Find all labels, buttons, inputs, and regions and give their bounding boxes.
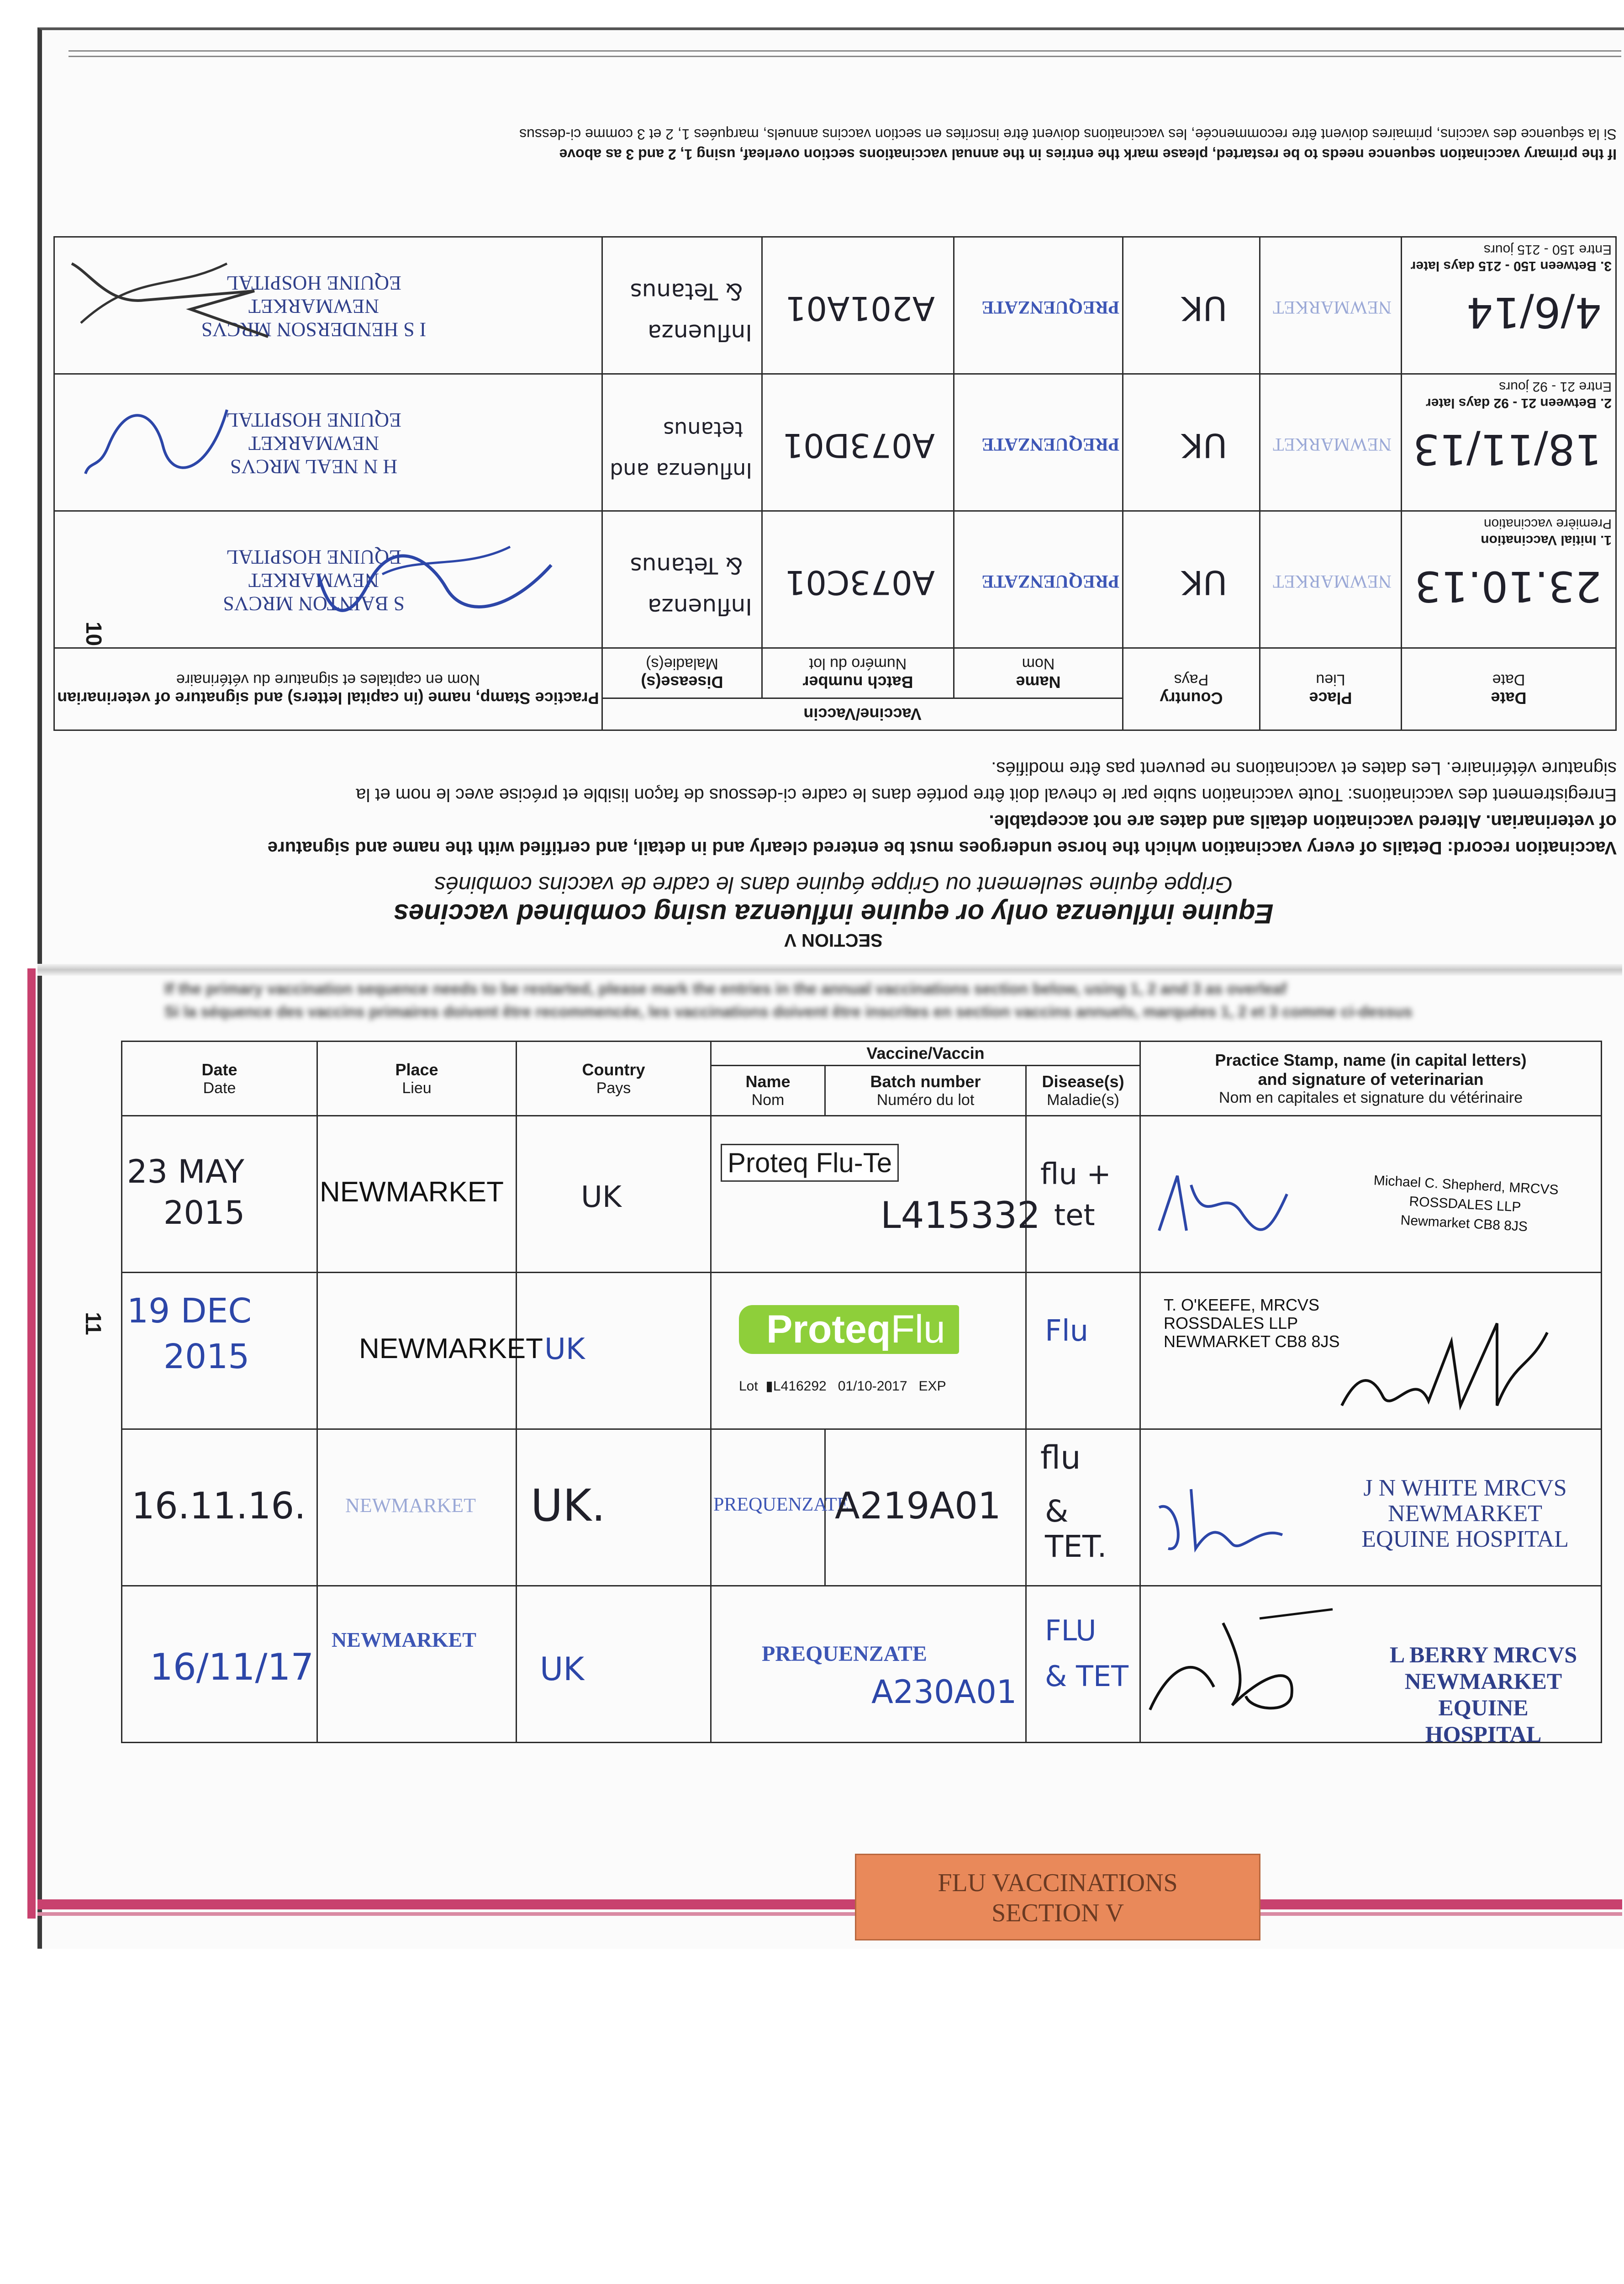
- table-row: [122, 1273, 1602, 1429]
- vaccination-date: 16/11/17: [150, 1646, 314, 1688]
- disease-value: flu: [1040, 1439, 1081, 1476]
- header-date: Date Date: [122, 1042, 317, 1116]
- section-title: Equine influenza only or equine influenza using combined vaccines: [393, 899, 1274, 929]
- vet-signature: [309, 519, 565, 638]
- vaccination-date: 18/11/13: [1413, 425, 1602, 474]
- row-label: 2. Between 21 - 92 days later Entre 21 - 92 jours: [1426, 379, 1612, 411]
- disease-cell: [602, 237, 762, 374]
- header-batch: Batch number Numéro du lot: [825, 1066, 1026, 1116]
- disease-cell: [1026, 1116, 1140, 1273]
- country-value: UK: [1181, 289, 1227, 328]
- country-cell: [1123, 374, 1260, 511]
- vaccine-name-cell: [711, 1429, 849, 1586]
- country-cell: [517, 1116, 711, 1273]
- date-cell: [122, 1273, 317, 1429]
- vaccine-name-cell: [954, 511, 1123, 648]
- batch-value: A073C01: [785, 563, 935, 602]
- record-note-en-a: Vaccination record: Details of every vaccination which the horse undergoes must be entered clearly and in detail, and certified with the name and signature: [267, 838, 1617, 858]
- stamp-cell: [54, 374, 602, 511]
- country-value: UK.: [531, 1480, 606, 1531]
- disease-value: & Tetanus: [630, 552, 743, 579]
- country-cell: [517, 1586, 711, 1743]
- vaccination-year: 2015: [163, 1194, 245, 1232]
- page-edge-line: [69, 50, 1621, 52]
- page-number-left: 10: [81, 621, 106, 646]
- vet-stamp: I S HENDERSON MRCVS NEWMARKET EQUINE HOSPITAL: [201, 272, 427, 341]
- country-cell: [517, 1273, 711, 1429]
- vaccine-name-stamp: PREQUENZATE: [762, 1642, 927, 1666]
- disease-cell: [1026, 1586, 1140, 1743]
- blurred-line: If the primary vaccination sequence needs to be restarted, please mark the entries in the annual vaccinations section below, using 1, 2 and 3 as overleaf: [164, 980, 1287, 998]
- vaccination-date: 16.11.16.: [132, 1485, 306, 1527]
- batch-value: A201A01: [785, 289, 935, 328]
- vet-stamp: H N NEAL MRCVS NEWMARKET EQUINE HOSPITAL: [226, 409, 401, 478]
- restart-note-en: If the primary vaccination sequence needs to be restarted, please mark the entries in the annual vaccinations section overleaf, using 1, 2 and 3 as above: [559, 146, 1617, 163]
- vet-signature: [1333, 1314, 1570, 1424]
- batch-value: A230A01: [871, 1673, 1017, 1711]
- vaccine-name-stamp: PREQUENZATE: [981, 571, 1119, 592]
- disease-value: Influenza: [648, 593, 752, 620]
- page-edge-line: [69, 56, 1621, 57]
- section-label: SECTION V: [784, 930, 883, 950]
- header-name: Name Nom: [711, 1066, 825, 1116]
- batch-value: A073D01: [782, 426, 935, 465]
- place-cell: [317, 1273, 543, 1429]
- place-stamp: NEWMARKET: [320, 1176, 504, 1208]
- place-cell: [317, 1586, 517, 1743]
- place-stamp: NEWMARKET: [332, 1628, 476, 1651]
- vaccine-name-cell: [954, 374, 1123, 511]
- country-cell: [1123, 237, 1260, 374]
- header-place: Place Lieu: [317, 1042, 517, 1116]
- place-stamp: NEWMARKET: [1273, 434, 1392, 455]
- vet-stamp: L BERRY MRCVS NEWMARKET EQUINE HOSPITAL: [1389, 1642, 1577, 1747]
- vet-stamp: J N WHITE MRCVS NEWMARKET EQUINE HOSPITAL: [1361, 1475, 1569, 1552]
- disease-value: & Tetanus: [630, 278, 743, 305]
- header-name: Name Nom: [954, 648, 1123, 698]
- disease-value: & TET: [1045, 1660, 1128, 1693]
- page-fold: [37, 964, 1622, 976]
- vaccination-date: 23.10.13: [1414, 562, 1602, 611]
- country-value: UK: [540, 1650, 585, 1688]
- disease-value: tet: [1054, 1199, 1095, 1232]
- record-note-fr-a: Enregistrement des vaccinations: Toute vaccination subie par le cheval doit être portée dans le cadre ci-dessous de façon lisible et précise avec le nom et la: [356, 785, 1617, 805]
- disease-value: Influenza: [648, 319, 752, 346]
- restart-note-fr: Si la séquence des vaccins, primaires doivent être recommencée, les vaccinations doivent être inscrites en section vaccins annuels, marquées 1, 2 et 3 comme ci-dessus: [519, 126, 1617, 143]
- place-stamp: NEWMARKET: [1273, 297, 1392, 318]
- record-note-en-b: of veterinarian. Altered vaccination details and dates are not acceptable.: [989, 811, 1617, 831]
- country-cell: [1123, 511, 1260, 648]
- table-row: [122, 1116, 1602, 1273]
- header-stamp: Practice Stamp, name (in capital letters) and signature of veterinarian Nom en capitales et signature du vétérinaire: [1140, 1042, 1602, 1116]
- vaccine-name-cell: [954, 237, 1123, 374]
- batch-cell: [825, 1429, 1026, 1586]
- vet-stamp: S BAINTON MRCVS NEWMARKET EQUINE HOSPITAL: [223, 546, 405, 615]
- lot-and-expiry: Lot ▮L416292 01/10-2017 EXP: [739, 1379, 946, 1394]
- table-row: [54, 511, 1616, 648]
- date-cell: [1402, 237, 1616, 374]
- vet-signature: [1141, 1605, 1342, 1724]
- disease-cell: [602, 511, 762, 648]
- sticker-line: SECTION V: [991, 1899, 1124, 1927]
- header-country: Country Pays: [517, 1042, 711, 1116]
- upper-page-rotated: [46, 96, 1621, 959]
- vaccine-label-sticker: Proteq Flu-Te: [721, 1144, 899, 1182]
- table-row: [54, 237, 1616, 374]
- header-disease: Disease(s) Maladie(s): [602, 648, 762, 698]
- header-stamp: Practice Stamp, name (in capital letters) and signature of veterinarian Nom en capitales et signature du vétérinaire: [54, 648, 602, 730]
- vaccine-name-stamp: PREQUENZATE: [981, 297, 1119, 318]
- date-cell: [122, 1586, 317, 1743]
- place-stamp: NEWMARKET: [1273, 571, 1392, 592]
- disease-value: tetanus: [663, 417, 743, 442]
- row-label: 3. Between 150 - 215 days later Entre 150 - 215 jours: [1410, 242, 1612, 274]
- place-cell: [317, 1116, 517, 1273]
- vaccine-cell: [711, 1273, 1026, 1429]
- place-cell: [1260, 237, 1402, 374]
- section-sticker: [855, 1854, 1260, 1940]
- place-cell: [1260, 374, 1402, 511]
- table-row: [54, 374, 1616, 511]
- stamp-cell: [1140, 1586, 1602, 1747]
- stamp-cell: [1140, 1116, 1602, 1273]
- vaccine-cell: [711, 1586, 1026, 1743]
- disease-value: Influenza and: [610, 458, 752, 483]
- vaccination-date: 19 DEC: [127, 1291, 252, 1331]
- date-cell: [1402, 511, 1616, 648]
- place-stamp: NEWMARKET: [359, 1333, 543, 1364]
- vaccine-label-sticker: ProteqFlu: [739, 1305, 959, 1354]
- batch-cell: [762, 374, 954, 511]
- disease-cell: [1026, 1429, 1140, 1586]
- country-cell: [517, 1429, 711, 1586]
- blurred-line: Si la séquence des vaccins primaires doivent être recommencée, les vaccinations doivent être inscrites en section vaccins annuels, marquées 1, 2 et 3 comme ci-dessus: [164, 1003, 1413, 1020]
- row-label: 1. Initial Vaccination Première vaccination: [1481, 516, 1612, 548]
- restart-note: [55, 124, 1617, 164]
- country-value: UK: [544, 1332, 585, 1366]
- table-row: [122, 1586, 1602, 1743]
- disease-value: Flu: [1045, 1314, 1089, 1348]
- blurred-instruction: [164, 978, 1612, 1023]
- disease-value: FLU: [1045, 1614, 1097, 1647]
- vet-signature: [72, 382, 245, 501]
- vet-stamp: T. O'KEEFE, MRCVS ROSSDALES LLP NEWMARKET CB8 8JS: [1164, 1295, 1340, 1351]
- header-batch: Batch number Numéro du lot: [762, 648, 954, 698]
- annual-vaccination-table: [121, 1041, 1602, 1747]
- disease-value: & TET.: [1045, 1494, 1107, 1564]
- disease-value: flu +: [1040, 1158, 1111, 1191]
- table-row: [122, 1429, 1602, 1586]
- stamp-cell: [54, 237, 602, 374]
- vaccine-name-stamp: PREQUENZATE: [981, 434, 1119, 455]
- place-cell: [317, 1429, 517, 1586]
- vaccine-cell: [711, 1116, 1040, 1273]
- date-cell: [1402, 374, 1616, 511]
- vet-stamp: Michael C. Shepherd, MRCVS ROSSDALES LLP Newmarket CB8 8JS: [1373, 1173, 1559, 1235]
- batch-value: L415332: [881, 1194, 1040, 1237]
- vet-signature: [1150, 1158, 1296, 1249]
- header-date: Date Date: [1402, 648, 1616, 730]
- cover-edge: [27, 968, 36, 1919]
- header-country: Country Pays: [1123, 648, 1260, 730]
- page-number-right: 11: [80, 1312, 105, 1335]
- stamp-cell: [1140, 1429, 1602, 1586]
- vaccination-date: 23 MAY: [127, 1153, 244, 1190]
- place-stamp: NEWMARKET: [345, 1494, 476, 1517]
- place-cell: [1260, 511, 1402, 648]
- record-note-fr-b: signature vétérinaire. Les dates et vaccinations ne peuvent pas être modifiés.: [991, 758, 1617, 778]
- section-subtitle: Grippe équine seulement ou Grippe équine dans le cadre de vaccins combinés: [434, 872, 1233, 898]
- sticker-line: FLU VACCINATIONS: [938, 1869, 1178, 1897]
- date-cell: [122, 1429, 317, 1586]
- vaccine-name-stamp: PREQUENZATE: [713, 1494, 849, 1515]
- vet-signature: [63, 245, 282, 364]
- vet-signature: [1150, 1480, 1296, 1562]
- vaccination-year: 2015: [163, 1337, 250, 1376]
- header-vaccine: Vaccine/Vaccin: [711, 1042, 1140, 1066]
- country-value: UK: [581, 1180, 622, 1214]
- stamp-cell: [1140, 1273, 1602, 1429]
- batch-value: A219A01: [835, 1485, 1001, 1527]
- date-cell: [122, 1116, 317, 1273]
- cover-edge: [37, 1899, 1622, 1909]
- country-value: UK: [1181, 563, 1227, 602]
- cover-edge: [37, 1912, 1622, 1916]
- country-value: UK: [1181, 426, 1227, 465]
- batch-cell: [762, 511, 954, 648]
- disease-cell: [1026, 1273, 1140, 1429]
- primary-vaccination-table: [53, 236, 1617, 731]
- stamp-cell: [54, 511, 602, 648]
- batch-cell: [762, 237, 954, 374]
- header-disease: Disease(s) Maladie(s): [1026, 1066, 1140, 1116]
- header-vaccine: Vaccine/Vaccin: [602, 698, 1123, 730]
- disease-cell: [602, 374, 762, 511]
- vaccination-record-note: [64, 755, 1617, 861]
- vaccination-date: 4/6/14: [1466, 288, 1602, 337]
- header-place: Place Lieu: [1260, 648, 1402, 730]
